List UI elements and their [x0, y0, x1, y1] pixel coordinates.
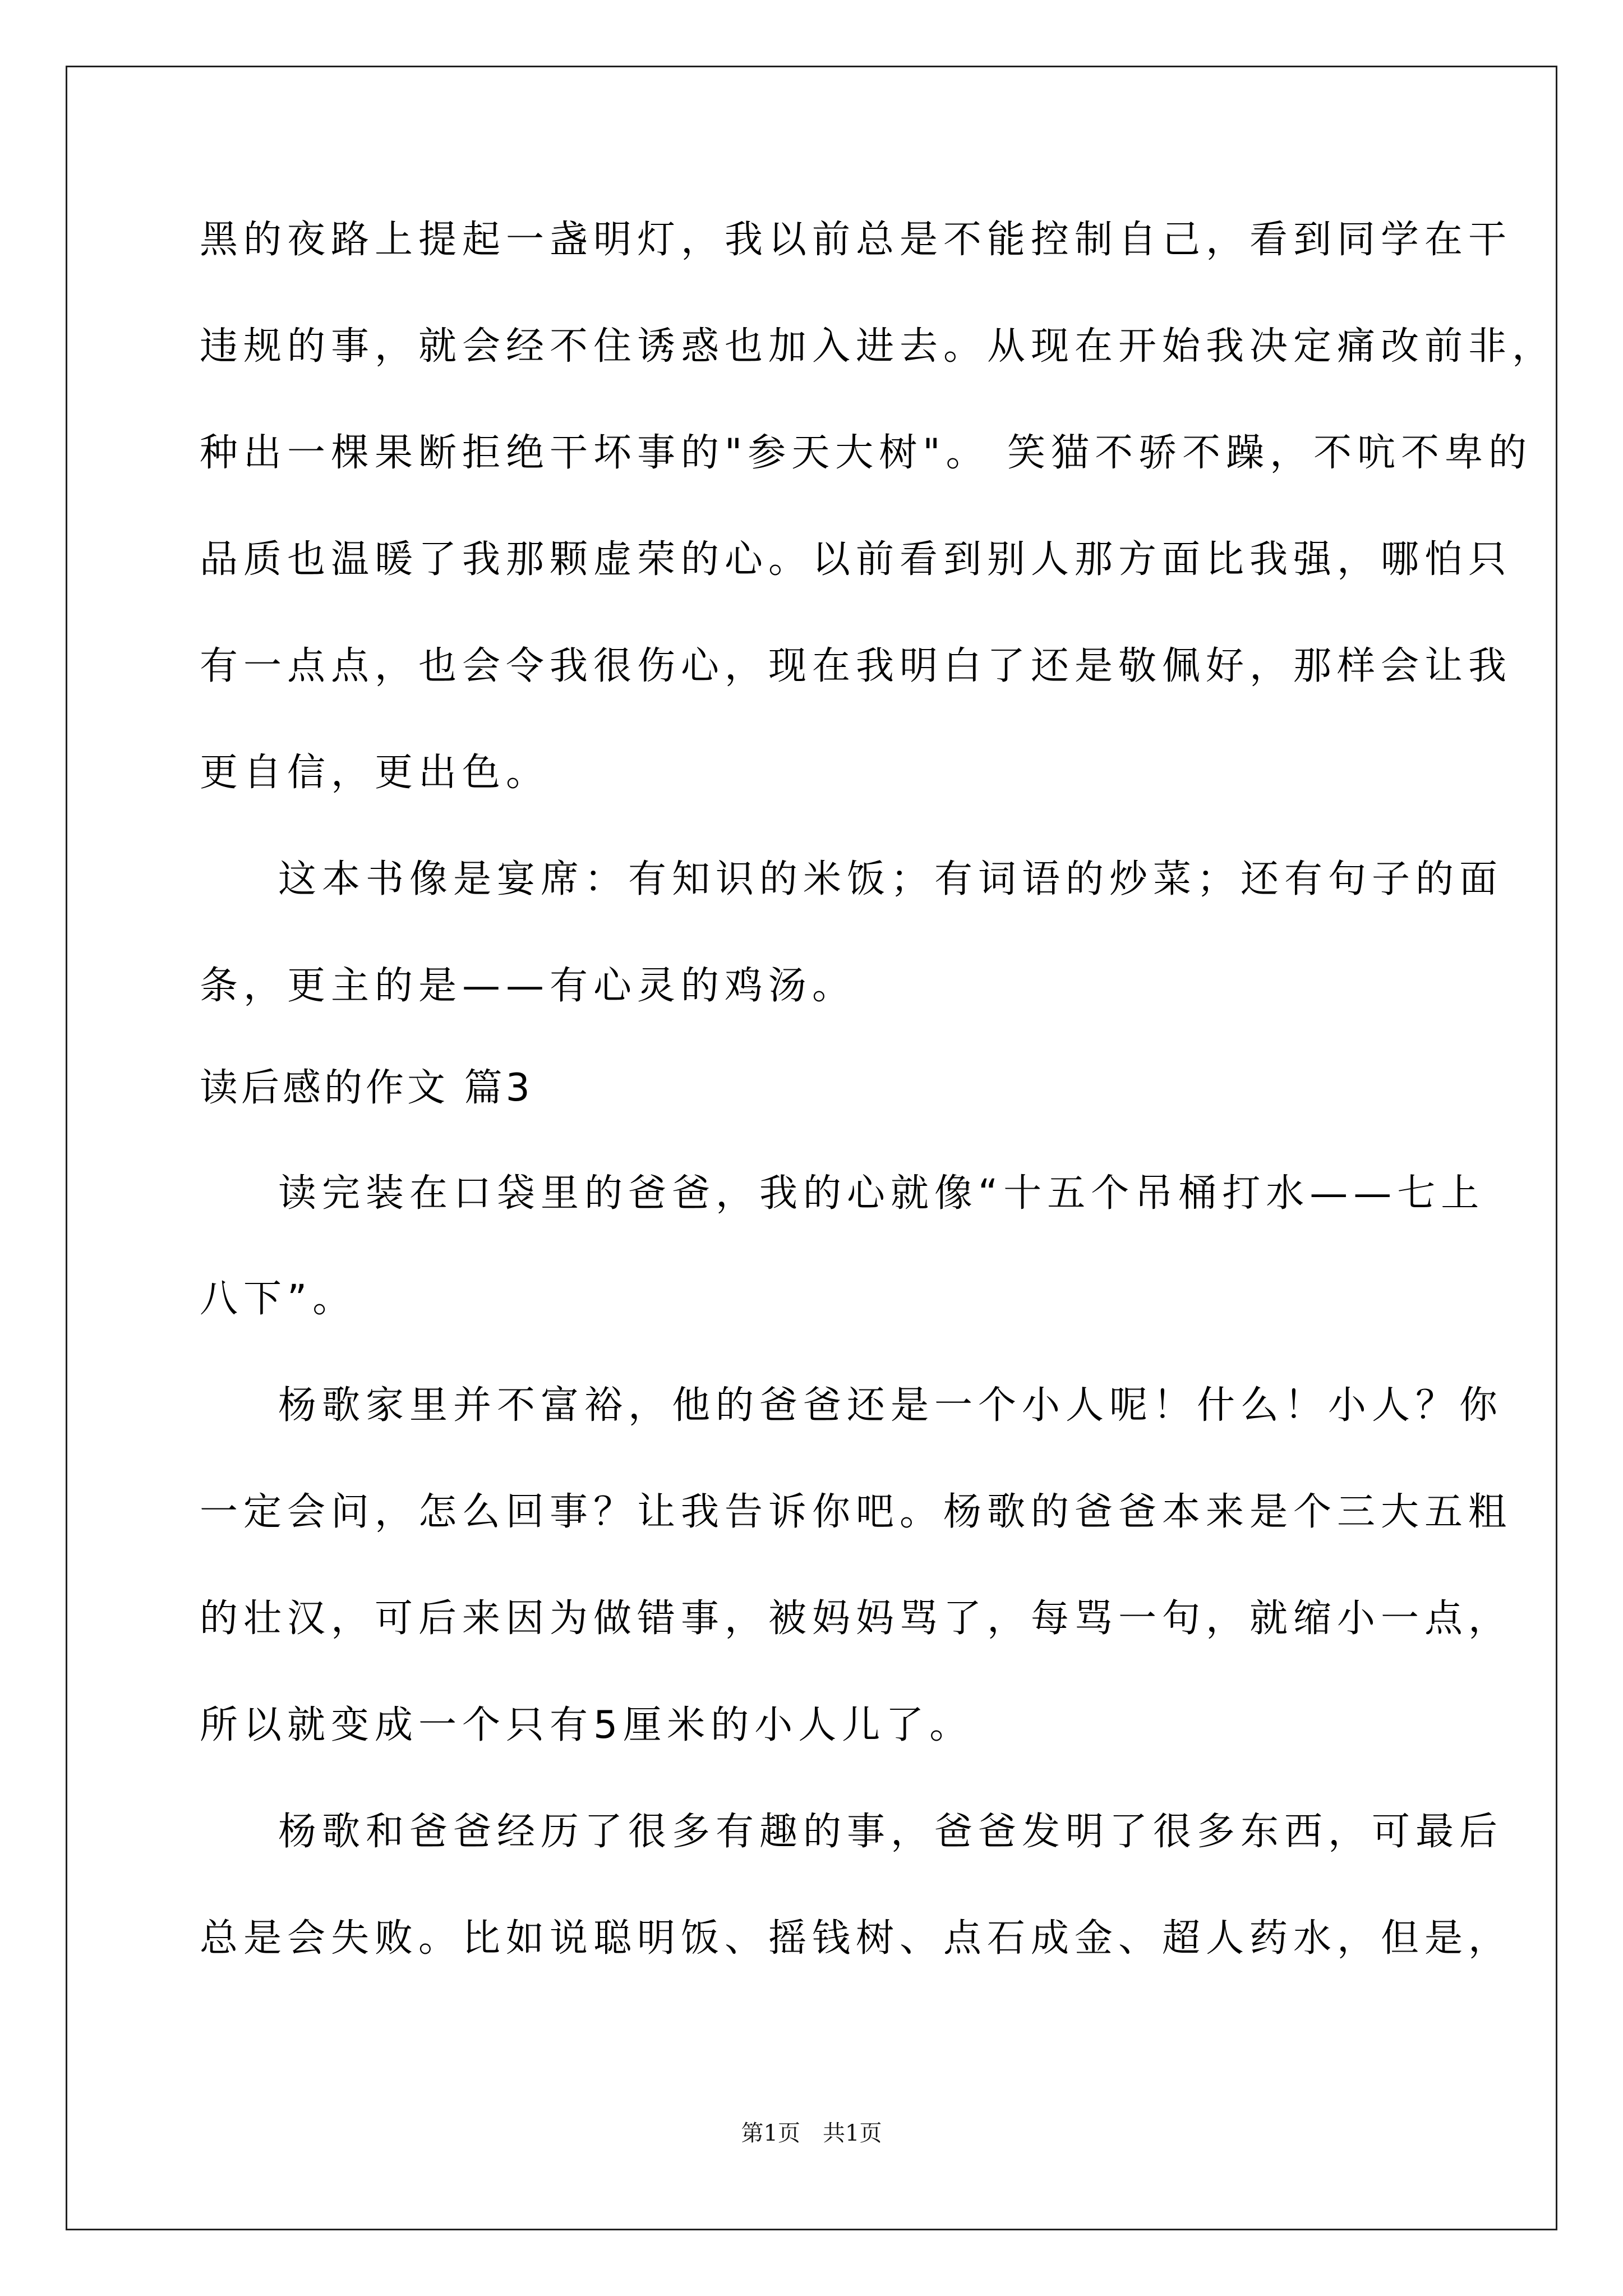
paragraph-line: 杨歌家里并不富裕，他的爸爸还是一个小人呢！什么！小人？你: [278, 1383, 1504, 1428]
section-heading: 读后感的作文 篇3: [200, 1066, 533, 1110]
paragraph-line: 的壮汉，可后来因为做错事，被妈妈骂了，每骂一句，就缩小一点，: [200, 1596, 1513, 1641]
paragraph-line: 读完装在口袋里的爸爸，我的心就像“十五个吊桶打水——七上: [278, 1171, 1485, 1216]
paragraph-line: 所以就变成一个只有5厘米的小人儿了。: [200, 1703, 974, 1747]
paragraph-line: 有一点点，也会令我很伤心，现在我明白了还是敬佩好，那样会让我: [200, 644, 1513, 688]
paragraph-line: 总是会失败。比如说聪明饭、摇钱树、点石成金、超人药水，但是，: [200, 1916, 1513, 1961]
paragraph-line: 八下”。: [200, 1277, 357, 1321]
paragraph-line: 品质也温暖了我那颗虚荣的心。以前看到别人那方面比我强，哪怕只: [200, 537, 1513, 582]
paragraph-line: 这本书像是宴席：有知识的米饭；有词语的炒菜；还有句子的面: [278, 857, 1504, 901]
page-number-footer: 第1页 共1页: [741, 2120, 882, 2146]
paragraph-line: 黑的夜路上提起一盏明灯，我以前总是不能控制自己，看到同学在干: [200, 218, 1513, 262]
paragraph-line: 违规的事，就会经不住诱惑也加入进去。从现在开始我决定痛改前非，: [200, 324, 1556, 369]
paragraph-line: 一定会问，怎么回事？让我告诉你吧。杨歌的爸爸本来是个三大五粗: [200, 1490, 1513, 1534]
page-border: [66, 66, 1557, 2230]
paragraph-line: 杨歌和爸爸经历了很多有趣的事，爸爸发明了很多东西，可最后: [278, 1810, 1504, 1854]
paragraph-line: 种出一棵果断拒绝干坏事的"参天大树"。 笑猫不骄不躁，不吭不卑的: [200, 431, 1533, 475]
paragraph-line: 条，更主的是——有心灵的鸡汤。: [200, 964, 856, 1008]
paragraph-line: 更自信，更出色。: [200, 751, 550, 795]
